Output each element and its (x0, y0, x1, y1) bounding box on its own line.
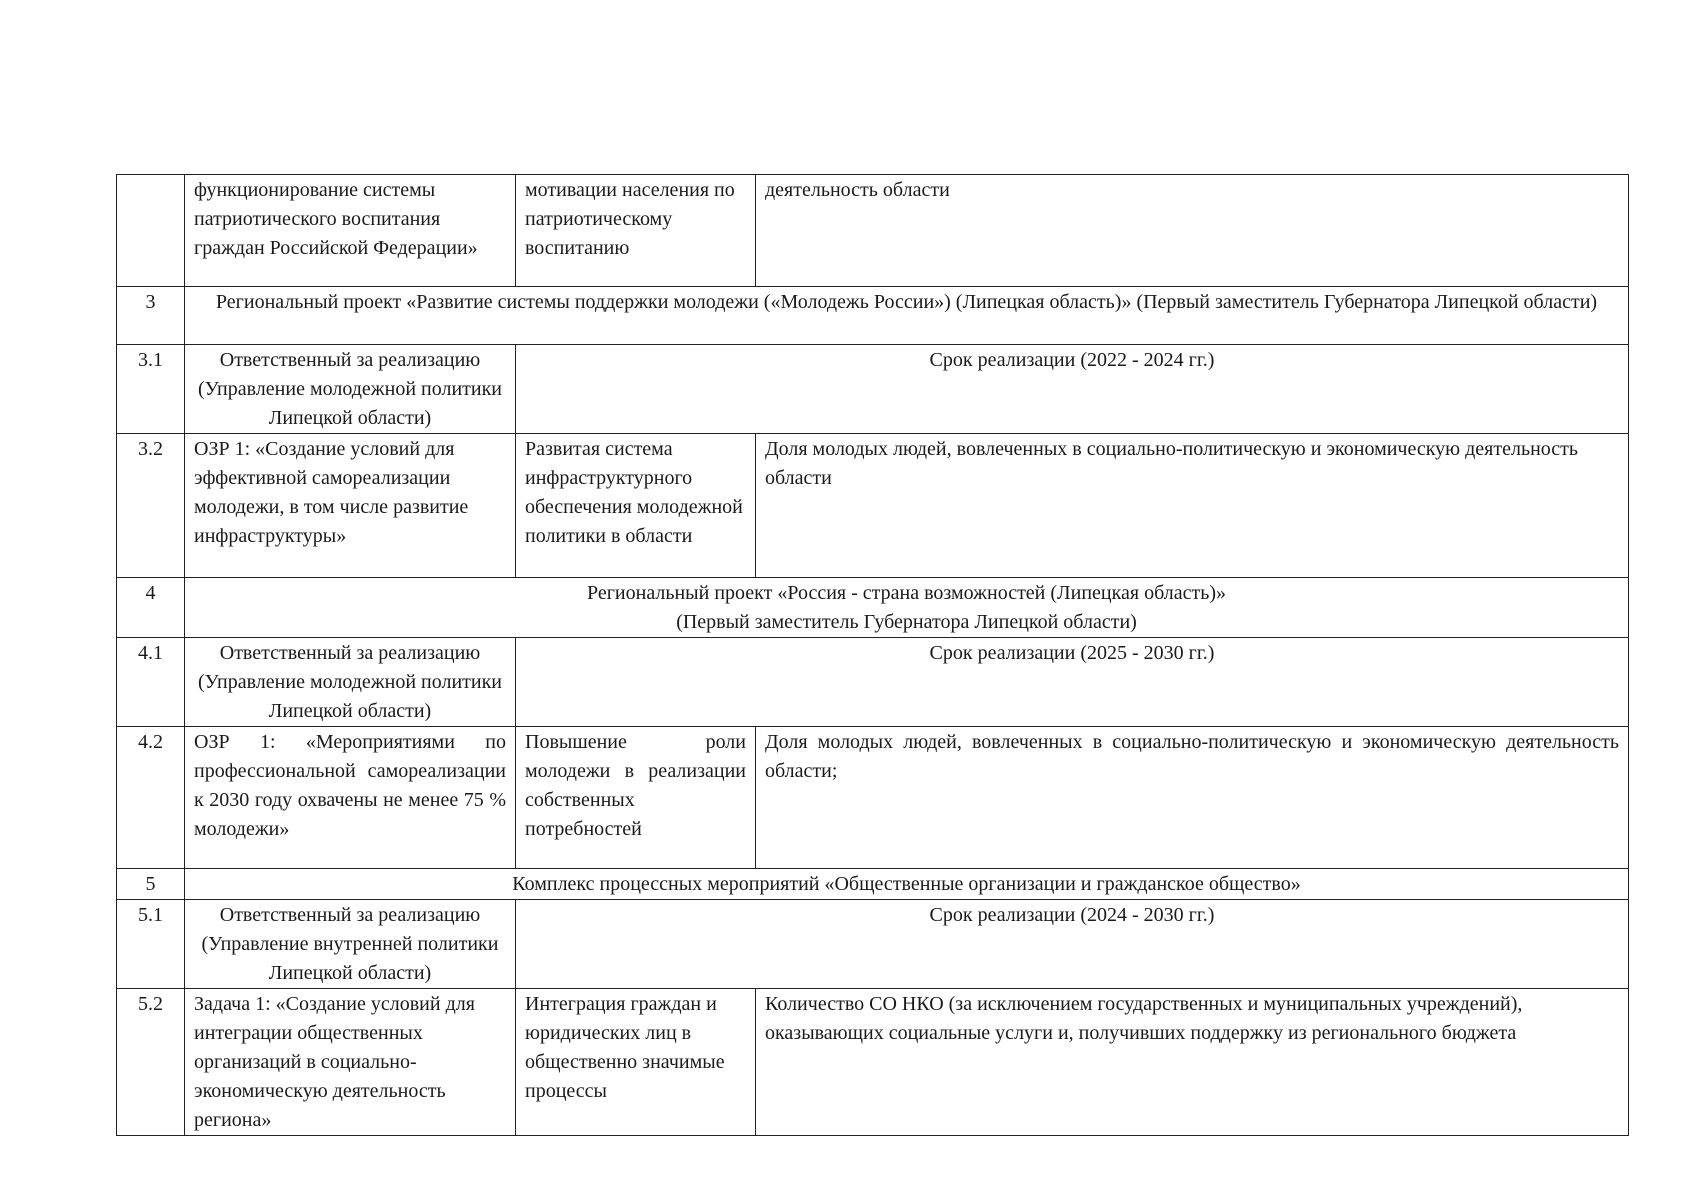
term-cell: Срок реализации (2025 - 2030 гг.) (516, 638, 1629, 727)
indicator-cell: Количество СО НКО (за исключением государственных и муниципальных учреждений), оказывающих социальные услуги и, получивших поддержку из регионального бюджета (756, 989, 1629, 1136)
row-number: 3.2 (117, 434, 185, 578)
row-number: 5.2 (117, 989, 185, 1136)
project-title-cell: Региональный проект «Развитие системы поддержки молодежи («Молодежь России») (Липецкая область)» (Первый заместитель Губернатора Липецкой области) (185, 287, 1629, 345)
indicator-cell: Доля молодых людей, вовлеченных в социально-политическую и экономическую деятельность области (756, 434, 1629, 578)
result-cell: Интеграция граждан и юридических лиц в общественно значимые процессы (516, 989, 756, 1136)
table-row-4-1 (117, 638, 1629, 727)
responsible-cell: Ответственный за реализацию (Управление молодежной политики Липецкой области) (185, 345, 516, 434)
complex-title-cell: Комплекс процессных мероприятий «Общественные организации и гражданское общество» (185, 869, 1629, 900)
indicator-cell: Доля молодых людей, вовлеченных в социально-политическую и экономическую деятельность области; (756, 727, 1629, 869)
task-cell: Задача 1: «Создание условий для интеграции общественных организаций в социально-экономическую деятельность региона» (185, 989, 516, 1136)
row-number: 3 (117, 287, 185, 345)
row-number: 3.1 (117, 345, 185, 434)
project-title-cell (185, 578, 1629, 638)
row-number: 4.2 (117, 727, 185, 869)
row-number: 5 (117, 869, 185, 900)
table-row-4 (117, 578, 1629, 638)
result-cell: Повышение роли молодежи в реализации собственных потребностей (516, 727, 756, 869)
row-number: 4.1 (117, 638, 185, 727)
term-cell: Срок реализации (2024 - 2030 гг.) (516, 900, 1629, 989)
responsible-cell: Ответственный за реализацию (Управление внутренней политики Липецкой области) (185, 900, 516, 989)
table-row-3 (117, 287, 1629, 345)
table-row-3-1 (117, 345, 1629, 434)
task-cell: функционирование системы патриотического воспитания граждан Российской Федерации» (185, 175, 516, 287)
row-number: 5.1 (117, 900, 185, 989)
row-number: 4 (117, 578, 185, 638)
table-row-4-2 (117, 727, 1629, 869)
program-structure-table (116, 174, 1629, 1136)
project-title-line-1: Региональный проект «Россия - страна возможностей (Липецкая область)» (586, 582, 1227, 604)
task-cell: ОЗР 1: «Мероприятиями по профессиональной самореализации к 2030 году охвачены не менее 75 % молодежи» (185, 727, 516, 869)
term-cell: Срок реализации (2022 - 2024 гг.) (516, 345, 1629, 434)
table-row-continuation (117, 175, 1629, 287)
row-number (117, 175, 185, 287)
table-row-5 (117, 869, 1629, 900)
table-row-5-1 (117, 900, 1629, 989)
project-title-line-2: (Первый заместитель Губернатора Липецкой области) (676, 611, 1137, 633)
table-row-3-2 (117, 434, 1629, 578)
result-cell: Развитая система инфраструктурного обеспечения молодежной политики в области (516, 434, 756, 578)
result-cell: мотивации населения по патриотическому воспитанию (516, 175, 756, 287)
task-cell: ОЗР 1: «Создание условий для эффективной самореализации молодежи, в том числе развитие инфраструктуры» (185, 434, 516, 578)
table-row-5-2 (117, 989, 1629, 1136)
responsible-cell: Ответственный за реализацию (Управление молодежной политики Липецкой области) (185, 638, 516, 727)
indicator-cell: деятельность области (756, 175, 1629, 287)
